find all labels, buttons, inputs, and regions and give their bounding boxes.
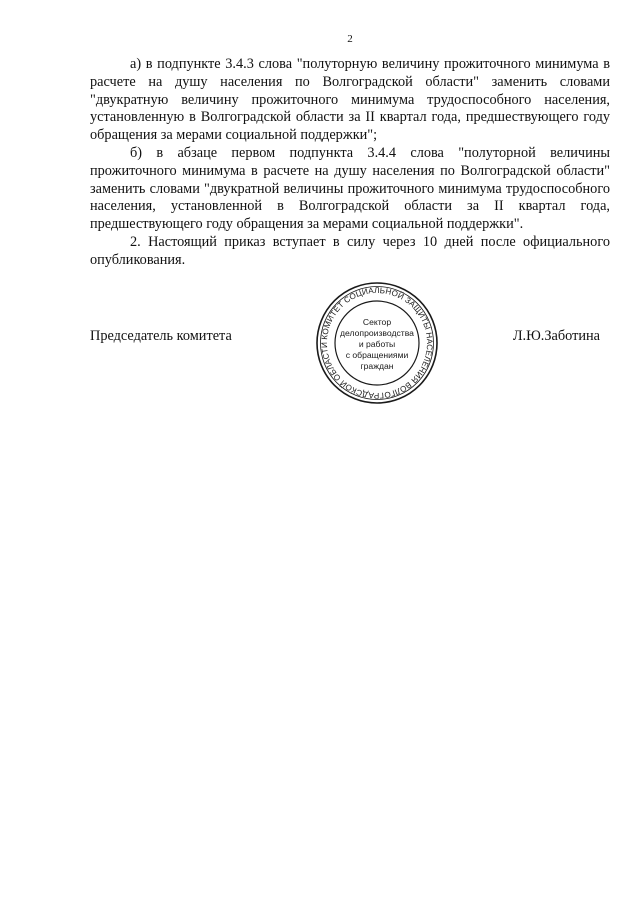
document-body <box>90 56 610 270</box>
official-stamp <box>314 280 440 406</box>
stamp-line-1: Сектор <box>362 317 392 327</box>
paragraph-a: а) в подпункте 3.4.3 слова "полуторную величину прожиточного минимума в расчете на душу населения по Волгоградской области" заменить словами "двукратную величину прожиточного минимума трудоспособного населения, установленную в Волгоградской области за II квартал года, предшествующего году обращения за мерами социальной поддержки"; <box>90 56 610 144</box>
page-number: 2 <box>347 33 353 45</box>
signatory-name: Л.Ю.Заботина <box>512 328 600 344</box>
stamp-line-4: с обращениями <box>345 350 409 360</box>
stamp-seal-icon <box>314 280 440 406</box>
stamp-line-5: граждан <box>360 361 394 371</box>
stamp-line-3: и работы <box>358 339 396 349</box>
stamp-ring-text: КОМИТЕТ СОЦИАЛЬНОЙ ЗАЩИТЫ НАСЕЛЕНИЯ ВОЛГОГРАДСКОЙ ОБЛАСТИ <box>319 285 435 401</box>
paragraph-b: б) в абзаце первом подпункта 3.4.4 слова "полуторной величины прожиточного минимума в расчете на душу населения по Волгоградской области" заменить словами "двукратной величины прожиточного минимума трудоспособного населения, установленной в Волгоградской области за II квартал года, предшествующего году обращения за мерами социальной поддержки". <box>90 144 610 233</box>
signatory-title: Председатель комитета <box>90 328 232 344</box>
stamp-line-2: делопроизводства <box>340 328 414 338</box>
paragraph-2: 2. Настоящий приказ вступает в силу через 10 дней после официального опубликования. <box>90 233 610 268</box>
